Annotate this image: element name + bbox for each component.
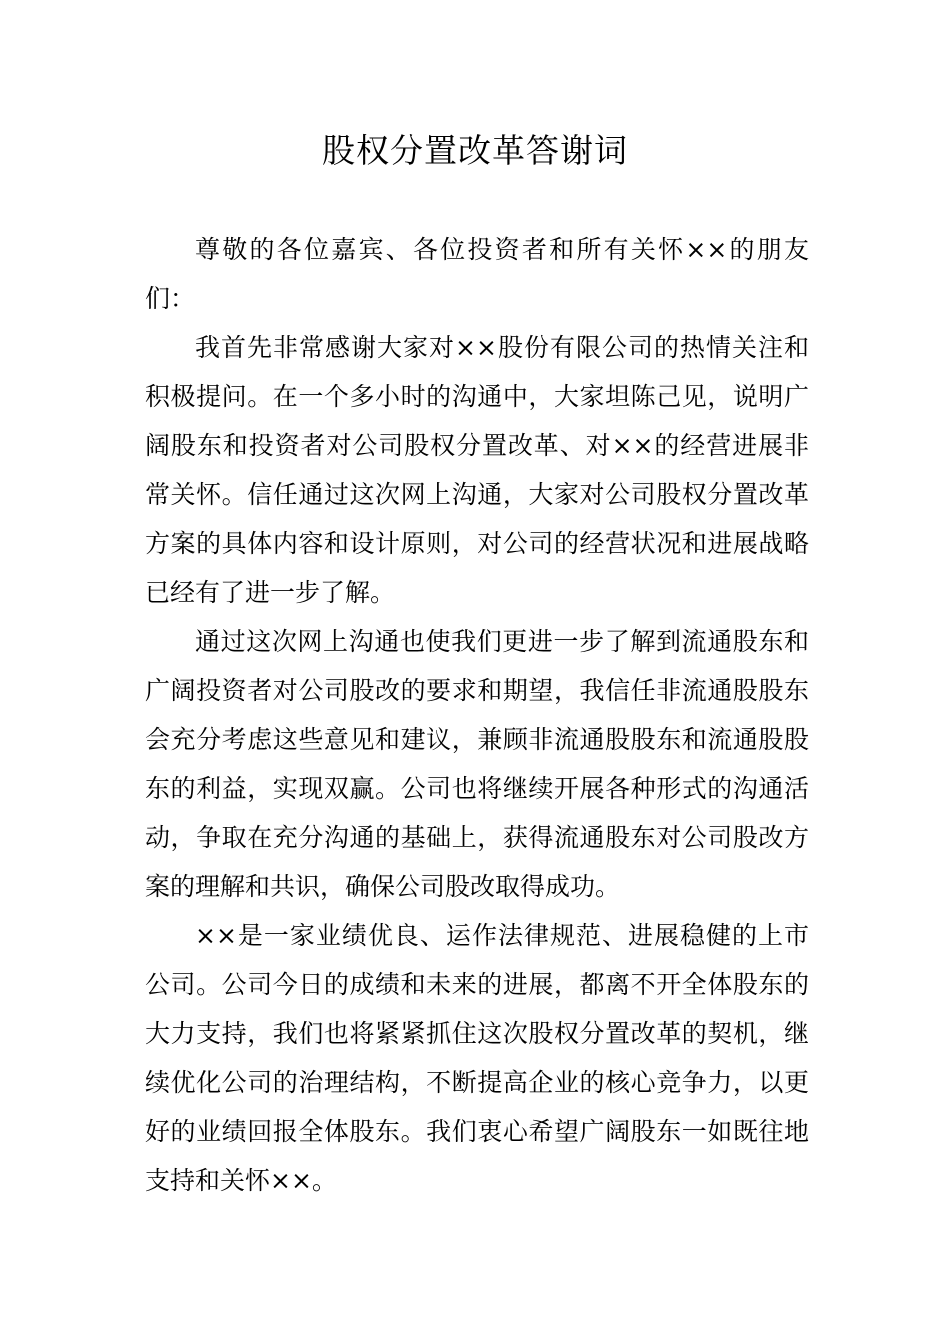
paragraph-greeting: 尊敬的各位嘉宾、各位投资者和所有关怀××的朋友们： <box>145 235 809 313</box>
document-title: 股权分置改革答谢词 <box>322 131 628 170</box>
paragraph-closing: ××是一家业绩优良、运作法律规范、进展稳健的上市公司。公司今日的成绩和未来的进展，都离不开全体股东的大力支持，我们也将紧紧抓住这次股权分置改革的契机，继续优化公司的治理结构，不断提高企业的核心竞争力，以更好的业绩回报全体股东。我们衷心希望广阔股东一如既往地支持和关怀××。 <box>145 921 809 1195</box>
document-body <box>145 225 809 1205</box>
paragraph-thanks: 我首先非常感谢大家对××股份有限公司的热情关注和积极提问。在一个多小时的沟通中，大家坦陈己见，说明广阔股东和投资者对公司股权分置改革、对××的经营进展非常关怀。信任通过这次网上沟通，大家对公司股权分置改革方案的具体内容和设计原则，对公司的经营状况和进展战略已经有了进一步了解。 <box>145 333 809 607</box>
paragraph-communication: 通过这次网上沟通也使我们更进一步了解到流通股东和广阔投资者对公司股改的要求和期望，我信任非流通股股东会充分考虑这些意见和建议，兼顾非流通股股东和流通股股东的利益，实现双赢。公司也将继续开展各种形式的沟通活动，争取在充分沟通的基础上，获得流通股东对公司股改方案的理解和共识，确保公司股改取得成功。 <box>145 627 809 901</box>
